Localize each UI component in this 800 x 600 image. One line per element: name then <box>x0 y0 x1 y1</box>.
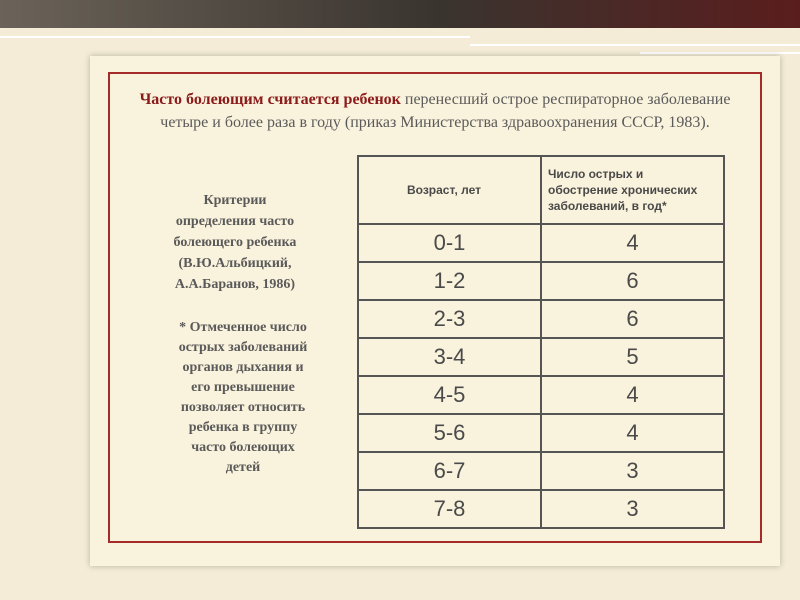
age-header: Возраст, лет <box>358 156 541 224</box>
age-cell: 5-6 <box>358 414 541 452</box>
table-row <box>358 338 724 376</box>
age-cell: 1-2 <box>358 262 541 300</box>
table-header-row <box>358 156 724 224</box>
footnote-line: детей <box>225 460 261 475</box>
count-header-line: Число острых и <box>548 167 644 181</box>
count-header-line: заболеваний, в год* <box>548 199 667 213</box>
top-decorative-bar <box>0 0 800 28</box>
footnote-line: органов дыхания и <box>182 360 304 375</box>
count-header-line: обострение хронических <box>548 183 698 197</box>
decorative-stripe <box>640 52 800 54</box>
criteria-line: Критерии <box>203 193 267 208</box>
footnote-line: его превышение <box>191 380 295 395</box>
intro-emphasis: Часто болеющим считается ребенок <box>139 91 401 108</box>
age-cell: 6-7 <box>358 452 541 490</box>
criteria-block <box>130 190 340 295</box>
criteria-line: болеющего ребенка <box>173 235 297 250</box>
age-cell: 0-1 <box>358 224 541 262</box>
decorative-stripe <box>0 36 470 38</box>
age-cell: 7-8 <box>358 490 541 528</box>
footnote-line: острых заболеваний <box>178 340 308 355</box>
count-cell: 6 <box>541 300 724 338</box>
table-row <box>358 376 724 414</box>
table-row <box>358 452 724 490</box>
criteria-line: (В.Ю.Альбицкий, <box>178 256 292 271</box>
footnote-line: ребенка в группу <box>188 420 298 435</box>
count-cell: 6 <box>541 262 724 300</box>
footnote-line: * Отмеченное число <box>179 320 307 335</box>
count-cell: 4 <box>541 376 724 414</box>
intro-rest: перенесший острое респираторное заболевание четыре и более раза в году (приказ Министерства здравоохранения СССР, 1983). <box>160 91 731 131</box>
footnote-line: позволяет относить <box>180 400 306 415</box>
age-cell: 2-3 <box>358 300 541 338</box>
count-cell: 3 <box>541 490 724 528</box>
count-cell: 3 <box>541 452 724 490</box>
count-cell: 4 <box>541 414 724 452</box>
age-cell: 3-4 <box>358 338 541 376</box>
table-row <box>358 414 724 452</box>
count-cell: 5 <box>541 338 724 376</box>
table-row <box>358 224 724 262</box>
intro-text <box>115 88 755 134</box>
criteria-line: определения часто <box>175 214 295 229</box>
criteria-line: А.А.Баранов, 1986) <box>174 277 296 292</box>
footnote-line: часто болеющих <box>191 440 295 455</box>
footnote-block <box>128 318 358 478</box>
count-header <box>541 156 724 224</box>
table-row <box>358 490 724 528</box>
table-row <box>358 262 724 300</box>
criteria-table <box>357 155 725 529</box>
table-row <box>358 300 724 338</box>
count-cell: 4 <box>541 224 724 262</box>
age-cell: 4-5 <box>358 376 541 414</box>
decorative-stripe <box>470 44 800 46</box>
